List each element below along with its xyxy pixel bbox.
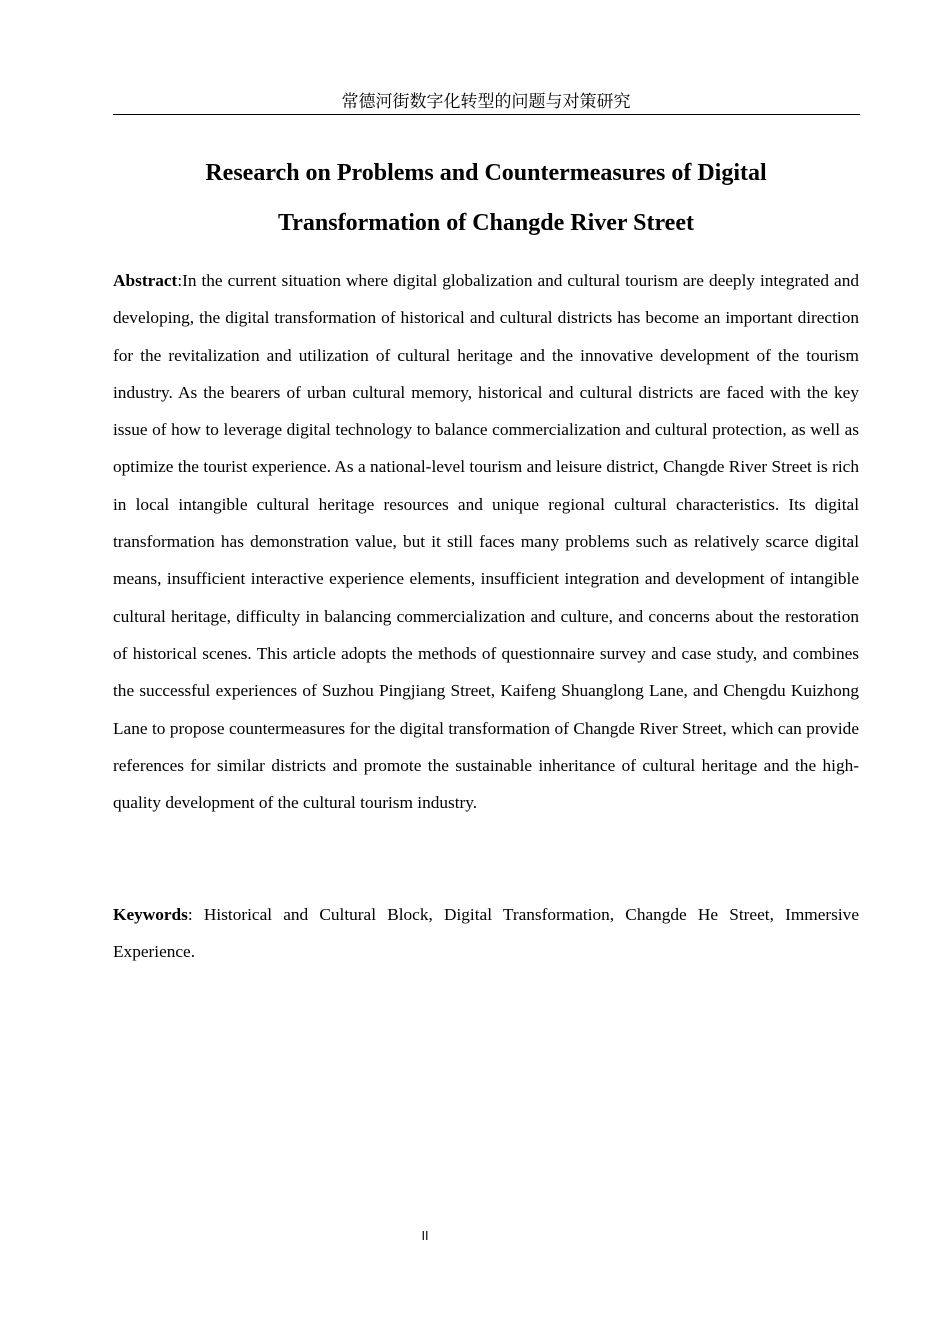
abstract-paragraph xyxy=(113,262,859,821)
paper-title xyxy=(113,148,859,248)
header-rule xyxy=(113,114,860,115)
abstract-text: In the current situation where digital globalization and cultural tourism are deeply integrated and developing, the digital transformation of historical and cultural districts has become an important direction for the revitalization and utilization of cultural heritage and the innovative development of the tourism industry. As the bearers of urban cultural memory, historical and cultural districts are faced with the key issue of how to leverage digital technology to balance commercialization and cultural protection, as well as optimize the tourist experience. As a national-level tourism and leisure district, Changde River Street is rich in local intangible cultural heritage resources and unique regional cultural characteristics. Its digital transformation has demonstration value, but it still faces many problems such as relatively scarce digital means, insufficient interactive experience elements, insufficient integration and development of intangible cultural heritage, difficulty in balancing commercialization and culture, and concerns about the restoration of historical scenes. This article adopts the methods of questionnaire survey and case study, and combines the successful experiences of Suzhou Pingjiang Street, Kaifeng Shuanglong Lane, and Chengdu Kuizhong Lane to propose countermeasures for the digital transformation of Changde River Street, which can provide references for similar districts and promote the sustainable inheritance of cultural heritage and the high-quality development of the cultural tourism industry. xyxy=(113,271,859,813)
title-line-2: Transformation of Changde River Street xyxy=(278,210,694,236)
keywords-label: Keywords xyxy=(113,905,188,924)
keywords-paragraph xyxy=(113,896,859,971)
running-header: 常德河街数字化转型的问题与对策研究 xyxy=(341,92,631,112)
page-number: II xyxy=(421,1229,429,1243)
keywords-separator: : xyxy=(187,905,204,924)
title-line-1: Research on Problems and Countermeasures of Digital xyxy=(205,160,767,186)
abstract-separator: : xyxy=(177,271,183,290)
abstract-label: Abstract xyxy=(113,271,178,290)
keywords-text: Historical and Cultural Block, Digital Transformation, Changde He Street, Immersive Experience. xyxy=(113,905,859,962)
